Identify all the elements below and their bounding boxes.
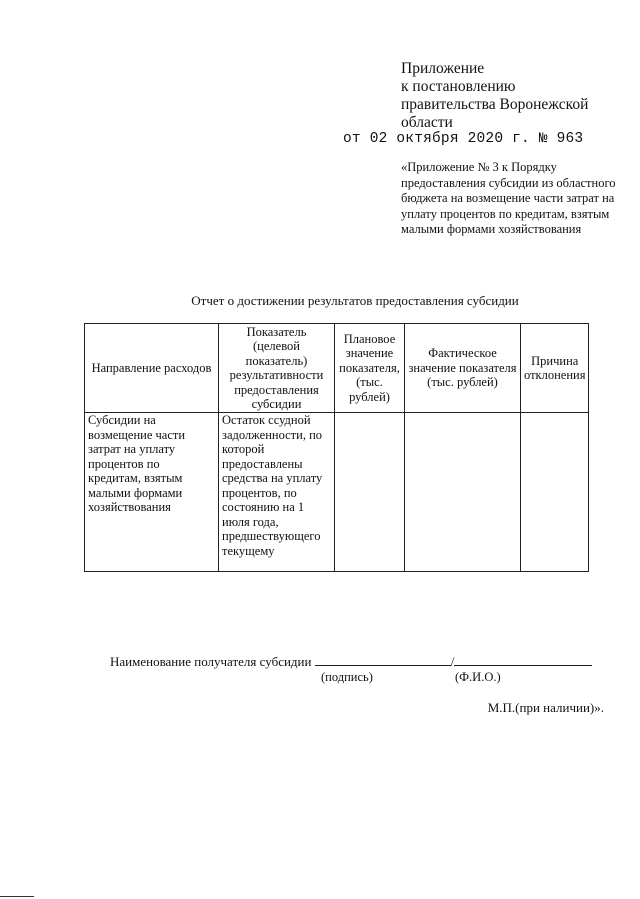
decree-date-number: от 02 октября 2020 г. № 963 (343, 131, 584, 147)
header-line: к постановлению (401, 78, 516, 95)
header-line: правительства Воронежской (401, 96, 589, 113)
signature-blank (315, 652, 451, 666)
signature-caption: (подпись) (321, 670, 373, 684)
appendix-reference: «Приложение № 3 к Порядку предоставления субсидии из областного бюджета на возмещение части затрат на уплату процентов по кредитам, взятым малыми формами хозяйствования (401, 160, 616, 236)
header-line: области (401, 114, 453, 131)
column-header-planned: Плановое значение показателя, (тыс. рублей) (335, 324, 405, 413)
signature-separator: / (450, 654, 455, 669)
recipient-signature-line (110, 652, 592, 670)
recipient-label: Наименование получателя субсидии (110, 654, 312, 669)
appendix-header (401, 60, 611, 132)
column-header-reason: Причина отклонения (521, 324, 589, 413)
stamp-note: М.П.(при наличии)». (487, 700, 604, 715)
name-caption: (Ф.И.О.) (455, 670, 501, 684)
cell-direction: Субсидии на возмещение части затрат на уплату процентов по кредитам, взятым малыми формами хозяйствования (85, 413, 219, 572)
cell-planned (335, 413, 405, 572)
table-row (85, 413, 589, 572)
column-header-direction: Направление расходов (85, 324, 219, 413)
report-title: Отчет о достижении результатов предоставления субсидии (191, 293, 519, 308)
column-header-actual: Фактическое значение показателя (тыс. рублей) (405, 324, 521, 413)
header-line: Приложение (401, 60, 485, 77)
name-blank (454, 652, 592, 666)
cell-indicator: Остаток ссудной задолженности, по которой предоставлены средства на уплату процентов, по состоянию на 1 июля года, предшествующего текущему (219, 413, 335, 572)
report-table (84, 323, 589, 572)
column-header-indicator: Показатель (целевой показатель) результативности предоставления субсидии (219, 324, 335, 413)
table-header-row (85, 324, 589, 413)
cell-reason (521, 413, 589, 572)
scan-edge-mark (0, 896, 34, 897)
cell-actual (405, 413, 521, 572)
